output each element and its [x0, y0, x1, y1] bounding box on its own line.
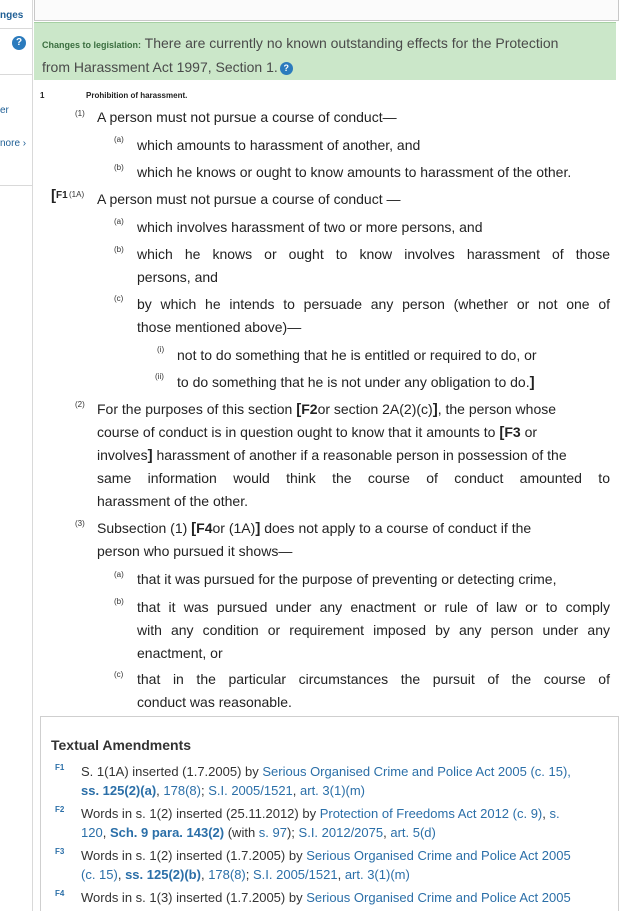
amendment-text: Words in s. 1(2) inserted (1.7.2005) by	[81, 848, 307, 863]
separator: ,	[200, 867, 209, 882]
para-2-line-5: harassment of the other.	[97, 493, 248, 509]
left-sidebar	[0, 0, 33, 911]
footnote-ref-F4[interactable]: F4	[196, 520, 213, 536]
link-si-2012-2075[interactable]: S.I. 2012/2075	[298, 825, 384, 840]
separator: ,	[337, 867, 345, 882]
amendment-F2-line-1	[81, 804, 560, 823]
link-178-8[interactable]: 178(8)	[163, 783, 201, 798]
separator: ;	[245, 867, 253, 882]
separator: ,	[542, 806, 550, 821]
para-1A-text: A person must not pursue a course of conduct —	[97, 191, 401, 207]
amendment-F4-line-1	[81, 888, 571, 907]
amendment-key-F2: F2	[55, 805, 65, 814]
sidebar-link-more[interactable]	[0, 138, 26, 149]
close-bracket: ]	[147, 447, 153, 464]
amendment-text: Words in s. 1(3) inserted (1.7.2005) by	[81, 890, 307, 905]
subpara-number: (a)	[114, 217, 124, 226]
amendment-F3-line-2	[81, 865, 410, 884]
para-1b-text: which he knows or ought to know amounts to harassment of the other.	[137, 164, 572, 180]
para-1Aa-text: which involves harassment of two or more persons, and	[137, 219, 483, 235]
amendment-key-F1: F1	[55, 763, 65, 772]
amendment-F3-line-1	[81, 846, 571, 865]
p2-text: course of conduct is in question ought to know that it amounts to	[97, 424, 496, 440]
p2-text: For the purposes of this section	[97, 401, 293, 417]
link-si-2005-1521[interactable]: S.I. 2005/1521	[208, 783, 293, 798]
separator: ,	[102, 825, 110, 840]
link-c-15[interactable]: (c. 15)	[81, 867, 118, 882]
banner-text: There are currently no known outstanding effects for the Protection	[144, 35, 559, 51]
para-number: (3)	[75, 519, 85, 528]
link-si-2005-1521[interactable]: S.I. 2005/1521	[253, 867, 338, 882]
para-1Aci-text: not to do something that he is entitled or required to do, or	[177, 347, 537, 363]
para-number: (1A)	[69, 190, 85, 199]
p3-text: does not apply to a course of conduct if the	[264, 520, 532, 536]
open-bracket: [	[499, 424, 505, 441]
close-bracket: ]	[255, 520, 261, 537]
para-1Ab-line-2: persons, and	[137, 269, 218, 285]
textual-amendments-box	[40, 716, 619, 911]
separator: ,	[117, 867, 126, 882]
para-3-line-1	[97, 520, 531, 537]
link-178-8[interactable]: 178(8)	[208, 867, 246, 882]
p2-text: or section 2A(2)(c)	[317, 401, 433, 417]
open-bracket: [	[51, 187, 56, 204]
sidebar-link-more-label: nore	[0, 138, 21, 149]
separator: ,	[156, 783, 164, 798]
amendment-text: (with	[224, 825, 259, 840]
amendment-bracket-F1	[51, 187, 68, 204]
help-icon[interactable]: ?	[12, 36, 26, 50]
textual-amendments-title: Textual Amendments	[51, 737, 192, 753]
subpara-number: (a)	[114, 570, 124, 579]
para-3b-line-1: that it was pursued under any enactment or rule of law or to comply	[137, 599, 610, 615]
footnote-ref-F3[interactable]: F3	[504, 424, 521, 440]
para-2-line-1	[97, 401, 556, 418]
link-art-3-1-m[interactable]: art. 3(1)(m)	[344, 867, 410, 882]
close-bracket: ]	[529, 374, 535, 391]
para-2-line-2	[97, 424, 537, 441]
para-1Acii-words: to do something that he is not under any obligation to do.	[177, 374, 530, 390]
para-1Ac-line-1: by which he intends to persuade any person (whether or not one of	[137, 296, 610, 312]
subpara-number: (b)	[114, 163, 124, 172]
para-2-line-3	[97, 447, 567, 464]
link-sch-9-para-143-2[interactable]: Sch. 9 para. 143(2)	[109, 825, 225, 840]
subpara-number: (c)	[114, 670, 124, 679]
section-number: 1	[40, 91, 45, 100]
para-3c-line-2: conduct was reasonable.	[137, 694, 292, 710]
sidebar-link-changes[interactable]: nges	[0, 10, 24, 21]
separator: ;	[200, 783, 209, 798]
p2-text: , the person whose	[437, 401, 557, 417]
para-3a-text: that it was pursued for the purpose of preventing or detecting crime,	[137, 571, 557, 587]
amendment-key-F3: F3	[55, 847, 65, 856]
p2-text: or	[524, 424, 538, 440]
amendment-text: Words in s. 1(2) inserted (25.11.2012) by	[81, 806, 320, 821]
separator: ,	[383, 825, 391, 840]
section-title: Prohibition of harassment.	[86, 91, 188, 100]
subpara-number: (b)	[114, 597, 124, 606]
link-soca-2005[interactable]: Serious Organised Crime and Police Act 2005 (c. 15),	[262, 764, 571, 779]
banner-label: Changes to legislation:	[42, 40, 142, 50]
amendment-key-F4: F4	[55, 889, 65, 898]
para-3c-line-1: that in the particular circumstances the pursuit of the course of	[137, 671, 610, 687]
link-s-97[interactable]: s. 97	[258, 825, 287, 840]
divider	[0, 185, 33, 186]
top-panel	[34, 0, 619, 21]
link-art-5-d[interactable]: art. 5(d)	[390, 825, 436, 840]
banner-line-2	[42, 56, 616, 78]
p3-text: or (1A)	[212, 520, 256, 536]
changes-banner	[34, 22, 616, 80]
amendment-F1-line-2	[81, 781, 365, 800]
para-2-line-4: same information would think the course of conduct amounted to	[97, 470, 610, 486]
para-3-line-2: person who pursued it shows—	[97, 543, 293, 559]
divider	[0, 74, 33, 75]
separator: ,	[292, 783, 301, 798]
para-3b-line-3: enactment, or	[137, 645, 223, 661]
link-soca-2005[interactable]: Serious Organised Crime and Police Act 2005	[306, 890, 571, 905]
amendment-text: );	[286, 825, 299, 840]
footnote-ref-F2[interactable]: F2	[301, 401, 318, 417]
subpara-number: (i)	[157, 345, 165, 354]
para-1a-text: which amounts to harassment of another, and	[137, 137, 421, 153]
link-soca-2005[interactable]: Serious Organised Crime and Police Act 2005	[306, 848, 571, 863]
link-art-3-1-m[interactable]: art. 3(1)(m)	[300, 783, 366, 798]
sidebar-link-other[interactable]: er	[0, 105, 9, 116]
para-number: (2)	[75, 400, 85, 409]
para-1Ab-line-1: which he knows or ought to know involves harassment of those	[137, 246, 610, 262]
subpara-number: (b)	[114, 245, 124, 254]
link-pofa-2012[interactable]: Protection of Freedoms Act 2012 (c. 9)	[319, 806, 543, 821]
banner-text-2: from Harassment Act 1997, Section 1.	[42, 59, 278, 75]
close-bracket: ]	[432, 401, 438, 418]
main-content	[34, 0, 625, 911]
link-ss-125-2-b[interactable]: ss. 125(2)(b)	[125, 867, 201, 882]
amendment-F2-line-2	[81, 823, 436, 842]
link-ss-125-2-a[interactable]: ss. 125(2)(a)	[81, 783, 157, 798]
subpara-number: (ii)	[155, 372, 164, 381]
amendment-F1-line-1	[81, 762, 571, 781]
p2-text: harassment of another if a reasonable person in possession of the	[156, 447, 567, 463]
para-1Ac-line-2: those mentioned above)—	[137, 319, 302, 335]
para-1Acii-text	[177, 374, 535, 391]
open-bracket: [	[191, 520, 197, 537]
help-icon[interactable]: ?	[280, 62, 293, 75]
subpara-number: (c)	[114, 294, 124, 303]
link-s-120-prefix[interactable]: s.	[549, 806, 560, 821]
chevron-right-icon: ›	[22, 138, 27, 149]
p3-text: Subsection (1)	[97, 520, 188, 536]
divider	[0, 28, 33, 29]
para-1-text: A person must not pursue a course of conduct—	[97, 109, 397, 125]
subpara-number: (a)	[114, 135, 124, 144]
banner-line-1	[42, 32, 616, 56]
link-s-120[interactable]: 120	[81, 825, 103, 840]
footnote-ref-F1[interactable]: F1	[56, 190, 68, 201]
p2-text: involves	[97, 447, 148, 463]
para-number: (1)	[75, 109, 85, 118]
amendment-text: S. 1(1A) inserted (1.7.2005) by	[81, 764, 263, 779]
open-bracket: [	[296, 401, 302, 418]
para-3b-line-2: with any condition or requirement imposed by any person under any	[137, 622, 610, 638]
